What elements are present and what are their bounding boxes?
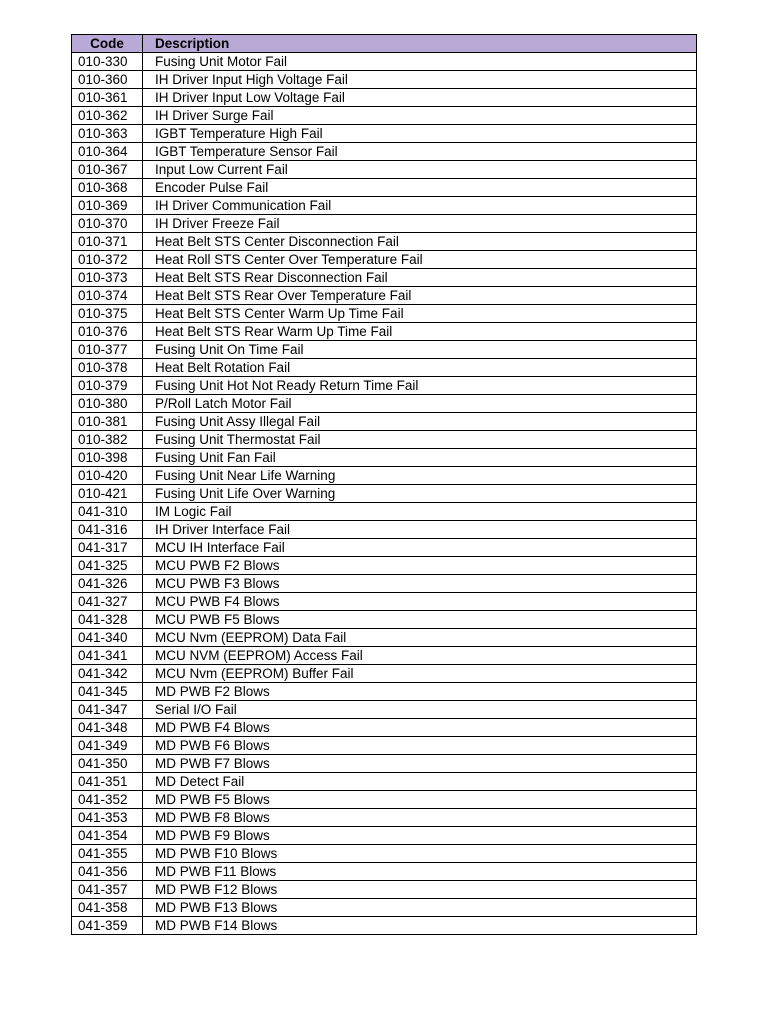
- fault-code-cell: 041-327: [72, 593, 143, 611]
- fault-code-cell: 041-354: [72, 827, 143, 845]
- fault-description-cell: IM Logic Fail: [143, 503, 697, 521]
- table-row: [72, 701, 697, 719]
- fault-code-cell: 041-328: [72, 611, 143, 629]
- fault-description-cell: MD PWB F11 Blows: [143, 863, 697, 881]
- fault-description-cell: Heat Belt STS Rear Warm Up Time Fail: [143, 323, 697, 341]
- fault-code-cell: 010-367: [72, 161, 143, 179]
- fault-code-table: [71, 34, 697, 935]
- table-row: [72, 305, 697, 323]
- fault-description-cell: MD PWB F13 Blows: [143, 899, 697, 917]
- fault-description-cell: MCU PWB F4 Blows: [143, 593, 697, 611]
- fault-description-cell: MCU NVM (EEPROM) Access Fail: [143, 647, 697, 665]
- table-row: [72, 899, 697, 917]
- fault-description-cell: Input Low Current Fail: [143, 161, 697, 179]
- fault-description-cell: IGBT Temperature High Fail: [143, 125, 697, 143]
- table-row: [72, 143, 697, 161]
- table-row: [72, 233, 697, 251]
- fault-description-cell: MD Detect Fail: [143, 773, 697, 791]
- table-row: [72, 575, 697, 593]
- table-row: [72, 773, 697, 791]
- fault-code-cell: 041-326: [72, 575, 143, 593]
- fault-description-cell: Heat Belt STS Center Disconnection Fail: [143, 233, 697, 251]
- table-row: [72, 179, 697, 197]
- table-row: [72, 449, 697, 467]
- fault-description-cell: Heat Belt STS Rear Over Temperature Fail: [143, 287, 697, 305]
- column-header-description: Description: [143, 35, 697, 53]
- fault-description-cell: P/Roll Latch Motor Fail: [143, 395, 697, 413]
- table-row: [72, 395, 697, 413]
- fault-code-cell: 041-316: [72, 521, 143, 539]
- table-row: [72, 539, 697, 557]
- fault-description-cell: Fusing Unit Fan Fail: [143, 449, 697, 467]
- table-row: [72, 917, 697, 935]
- fault-description-cell: MD PWB F12 Blows: [143, 881, 697, 899]
- table-row: [72, 647, 697, 665]
- table-body: [72, 53, 697, 935]
- fault-code-cell: 010-368: [72, 179, 143, 197]
- fault-code-cell: 010-421: [72, 485, 143, 503]
- fault-description-cell: MD PWB F8 Blows: [143, 809, 697, 827]
- fault-description-cell: MD PWB F9 Blows: [143, 827, 697, 845]
- table-row: [72, 809, 697, 827]
- fault-code-cell: 041-350: [72, 755, 143, 773]
- fault-code-cell: 010-376: [72, 323, 143, 341]
- fault-description-cell: MCU PWB F2 Blows: [143, 557, 697, 575]
- table-row: [72, 107, 697, 125]
- table-row: [72, 755, 697, 773]
- fault-description-cell: MCU Nvm (EEPROM) Data Fail: [143, 629, 697, 647]
- fault-code-cell: 041-340: [72, 629, 143, 647]
- fault-code-cell: 041-310: [72, 503, 143, 521]
- fault-description-cell: MD PWB F5 Blows: [143, 791, 697, 809]
- fault-code-cell: 010-362: [72, 107, 143, 125]
- fault-description-cell: Fusing Unit Hot Not Ready Return Time Fail: [143, 377, 697, 395]
- fault-description-cell: MD PWB F2 Blows: [143, 683, 697, 701]
- table-row: [72, 341, 697, 359]
- fault-description-cell: Fusing Unit On Time Fail: [143, 341, 697, 359]
- fault-code-cell: 010-371: [72, 233, 143, 251]
- fault-code-cell: 010-420: [72, 467, 143, 485]
- fault-code-cell: 041-342: [72, 665, 143, 683]
- fault-description-cell: IH Driver Surge Fail: [143, 107, 697, 125]
- fault-code-cell: 041-345: [72, 683, 143, 701]
- fault-code-cell: 041-353: [72, 809, 143, 827]
- fault-code-cell: 010-380: [72, 395, 143, 413]
- fault-description-cell: IH Driver Communication Fail: [143, 197, 697, 215]
- table-row: [72, 845, 697, 863]
- table-row: [72, 53, 697, 71]
- fault-code-cell: 010-361: [72, 89, 143, 107]
- table-row: [72, 323, 697, 341]
- fault-code-cell: 041-359: [72, 917, 143, 935]
- table-row: [72, 593, 697, 611]
- table-row: [72, 413, 697, 431]
- fault-description-cell: IGBT Temperature Sensor Fail: [143, 143, 697, 161]
- fault-code-cell: 010-382: [72, 431, 143, 449]
- table-row: [72, 557, 697, 575]
- fault-code-cell: 010-377: [72, 341, 143, 359]
- table-row: [72, 629, 697, 647]
- fault-code-cell: 010-369: [72, 197, 143, 215]
- table-row: [72, 863, 697, 881]
- table-row: [72, 719, 697, 737]
- fault-code-cell: 010-379: [72, 377, 143, 395]
- column-header-code: Code: [72, 35, 143, 53]
- fault-description-cell: Encoder Pulse Fail: [143, 179, 697, 197]
- fault-code-cell: 041-349: [72, 737, 143, 755]
- fault-description-cell: MCU Nvm (EEPROM) Buffer Fail: [143, 665, 697, 683]
- table-row: [72, 665, 697, 683]
- fault-code-cell: 041-358: [72, 899, 143, 917]
- fault-code-cell: 041-357: [72, 881, 143, 899]
- table-row: [72, 485, 697, 503]
- fault-code-cell: 010-372: [72, 251, 143, 269]
- fault-description-cell: IH Driver Freeze Fail: [143, 215, 697, 233]
- fault-code-cell: 041-347: [72, 701, 143, 719]
- fault-code-cell: 041-352: [72, 791, 143, 809]
- table-row: [72, 611, 697, 629]
- fault-description-cell: IH Driver Input High Voltage Fail: [143, 71, 697, 89]
- table-row: [72, 521, 697, 539]
- table-row: [72, 251, 697, 269]
- table-row: [72, 197, 697, 215]
- table-row: [72, 737, 697, 755]
- fault-description-cell: MD PWB F6 Blows: [143, 737, 697, 755]
- table-row: [72, 431, 697, 449]
- table-row: [72, 161, 697, 179]
- table-row: [72, 287, 697, 305]
- fault-description-cell: IH Driver Input Low Voltage Fail: [143, 89, 697, 107]
- table-row: [72, 71, 697, 89]
- fault-description-cell: IH Driver Interface Fail: [143, 521, 697, 539]
- fault-code-cell: 041-325: [72, 557, 143, 575]
- fault-code-cell: 010-375: [72, 305, 143, 323]
- fault-code-sheet: [71, 34, 696, 935]
- fault-code-cell: 041-317: [72, 539, 143, 557]
- fault-code-cell: 041-351: [72, 773, 143, 791]
- fault-code-cell: 010-378: [72, 359, 143, 377]
- fault-description-cell: MCU PWB F3 Blows: [143, 575, 697, 593]
- fault-code-cell: 010-398: [72, 449, 143, 467]
- fault-description-cell: Fusing Unit Life Over Warning: [143, 485, 697, 503]
- fault-description-cell: MD PWB F4 Blows: [143, 719, 697, 737]
- fault-code-cell: 041-348: [72, 719, 143, 737]
- fault-code-cell: 041-341: [72, 647, 143, 665]
- fault-description-cell: MD PWB F10 Blows: [143, 845, 697, 863]
- fault-code-cell: 010-330: [72, 53, 143, 71]
- fault-description-cell: Heat Belt STS Rear Disconnection Fail: [143, 269, 697, 287]
- fault-description-cell: Fusing Unit Near Life Warning: [143, 467, 697, 485]
- table-header-row: [72, 35, 697, 53]
- fault-description-cell: Fusing Unit Motor Fail: [143, 53, 697, 71]
- fault-description-cell: MCU IH Interface Fail: [143, 539, 697, 557]
- table-row: [72, 467, 697, 485]
- table-row: [72, 269, 697, 287]
- fault-code-cell: 010-374: [72, 287, 143, 305]
- table-row: [72, 377, 697, 395]
- fault-code-cell: 010-370: [72, 215, 143, 233]
- fault-description-cell: MD PWB F7 Blows: [143, 755, 697, 773]
- table-row: [72, 791, 697, 809]
- fault-code-cell: 041-355: [72, 845, 143, 863]
- table-row: [72, 215, 697, 233]
- table-row: [72, 359, 697, 377]
- fault-code-cell: 010-360: [72, 71, 143, 89]
- fault-code-cell: 010-381: [72, 413, 143, 431]
- fault-description-cell: Heat Roll STS Center Over Temperature Fail: [143, 251, 697, 269]
- table-row: [72, 125, 697, 143]
- table-row: [72, 89, 697, 107]
- table-row: [72, 683, 697, 701]
- table-row: [72, 881, 697, 899]
- fault-description-cell: MD PWB F14 Blows: [143, 917, 697, 935]
- fault-code-cell: 010-363: [72, 125, 143, 143]
- fault-code-cell: 041-356: [72, 863, 143, 881]
- fault-description-cell: Serial I/O Fail: [143, 701, 697, 719]
- fault-description-cell: MCU PWB F5 Blows: [143, 611, 697, 629]
- fault-code-cell: 010-373: [72, 269, 143, 287]
- fault-description-cell: Fusing Unit Thermostat Fail: [143, 431, 697, 449]
- fault-description-cell: Heat Belt STS Center Warm Up Time Fail: [143, 305, 697, 323]
- table-row: [72, 503, 697, 521]
- fault-code-cell: 010-364: [72, 143, 143, 161]
- fault-description-cell: Heat Belt Rotation Fail: [143, 359, 697, 377]
- table-row: [72, 827, 697, 845]
- fault-description-cell: Fusing Unit Assy Illegal Fail: [143, 413, 697, 431]
